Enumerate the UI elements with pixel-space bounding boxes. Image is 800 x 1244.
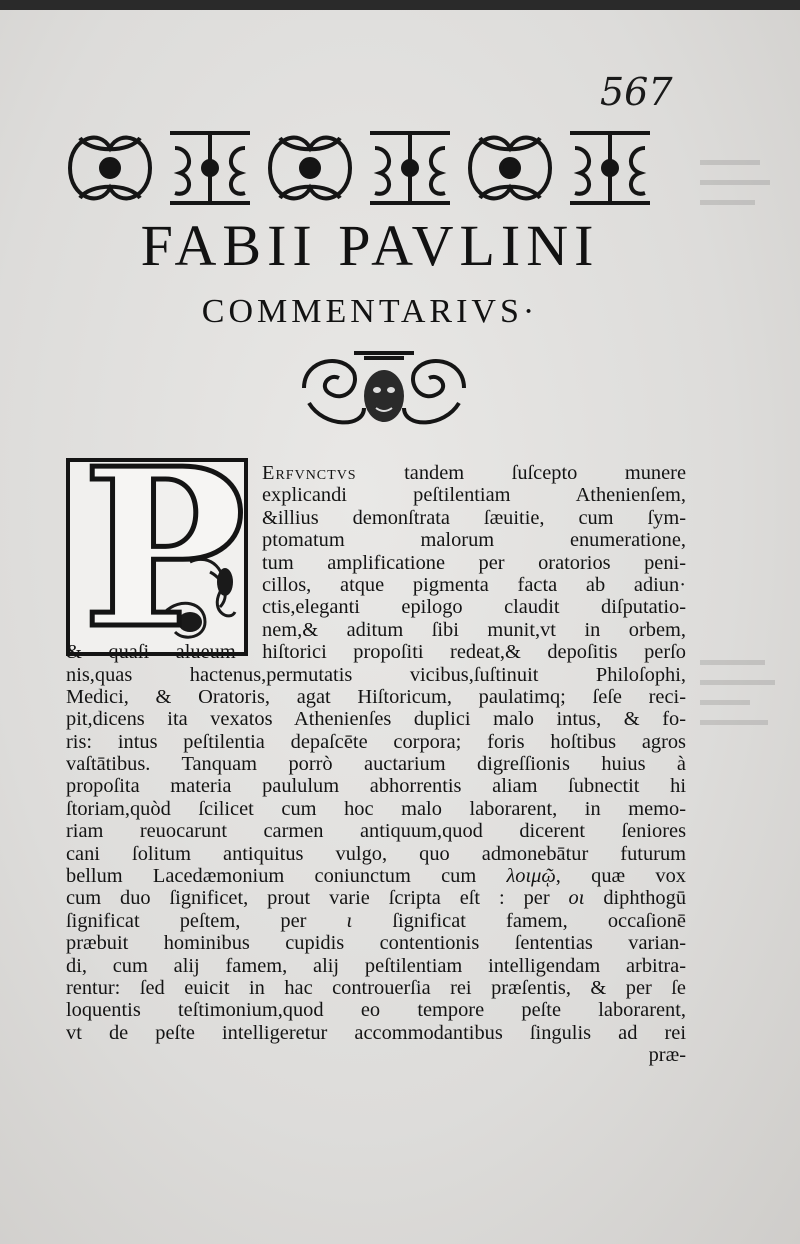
text-line: nem,& aditum ſibi munit,vt in orbem,	[262, 618, 686, 641]
text-line: tum amplificatione per oratorios peni-	[262, 551, 686, 574]
text-line	[66, 887, 686, 909]
text-line: &illius demonſtrata ſæuitie, cum ſym-	[262, 506, 686, 529]
catchword: præ-	[648, 1044, 686, 1067]
text-line: loquentis teſtimonium,quod eo tempore peſte laborarent,	[66, 999, 686, 1022]
line-text: ſignificat famem, occaſionē	[392, 909, 686, 932]
text-line: explicandi peſtilentiam Athenienſem,	[262, 484, 686, 507]
text-line: ris: intus peſtilentia depaſcēte corpora; foris hoſtibus agros	[66, 730, 686, 753]
greek-word: λοιμῷ	[506, 865, 556, 888]
text-line: di, cum alij famem, alij peſtilentiam intelligendam arbitra-	[66, 954, 686, 977]
text-line: riam reuocarunt carmen antiquum,quod dicerent ſeniores	[66, 820, 686, 843]
text-line: vaſtātibus. Tanquam porrò auctarium digreſſionis huius à	[66, 753, 686, 776]
text-line: rentur: ſed euicit in hac controuerſia rei præſentis, & per ſe	[66, 976, 686, 999]
line-text: cum duo ſignificet, prout varie ſcripta eſt : per	[66, 887, 569, 910]
page-title: FABII PAVLINI	[140, 213, 600, 278]
line-text: , quæ vox	[555, 865, 686, 888]
text-line	[66, 865, 686, 887]
page-top-edge	[0, 0, 800, 10]
mask-ornament	[294, 348, 474, 434]
text-line: præbuit hominibus cupidis contentionis ſententias varian-	[66, 932, 686, 955]
line-text: diphthogū	[584, 887, 687, 910]
line-text: tandem ſuſcepto munere	[356, 462, 686, 484]
opening-word: Erfvnctvs	[262, 462, 357, 484]
text-line: ctis,eleganti epilogo claudit diſputatio-	[262, 596, 686, 619]
greek-iota: ι	[346, 909, 353, 932]
text-line	[66, 910, 686, 932]
text-line: Medici, & Oratoris, agat Hiſtoricum, paulatimq; ſeſe reci-	[66, 685, 686, 708]
text-line: ptomatum malorum enumeratione,	[262, 529, 686, 552]
line-text: ſignificat peſtem, per	[66, 909, 347, 932]
text-line: nis,quas hactenus,permutatis vicibus,ſuſtinuit Philoſophi,	[66, 663, 686, 686]
greek-diphthong: οι	[568, 887, 585, 910]
text-line: pit,dicens ita vexatos Athenienſes duplici malo intus, & fo-	[66, 708, 686, 731]
text-line: propoſita materia paululum abhorrentis aliam ſubnectit hi	[66, 775, 686, 798]
bleed-through-margin	[690, 140, 800, 1040]
text-line	[262, 462, 686, 484]
page-number: 567	[600, 70, 673, 114]
fleuron-ornament-band	[60, 118, 660, 216]
text-line: ſtoriam,quòd ſcilicet cum hoc malo laborarent, in memo-	[66, 797, 686, 820]
drop-cap-letter: P	[82, 421, 246, 677]
text-line: & quaſi alueum hiſtorici propoſiti redeat,& depoſitis perſo	[66, 641, 686, 664]
line-text: bellum Lacedæmonium coniunctum cum	[66, 865, 507, 888]
text-line: cani ſolitum antiquitus vulgo, quo admonebātur futurum	[66, 842, 686, 865]
text-line: vt de peſte intelligeretur accommodantibus ſingulis ad rei	[66, 1021, 686, 1044]
text-line: cillos, atque pigmenta facta ab adiun·	[262, 573, 686, 596]
commentary-paragraph	[66, 462, 686, 1067]
page-subtitle: COMMENTARIVS·	[201, 293, 539, 330]
